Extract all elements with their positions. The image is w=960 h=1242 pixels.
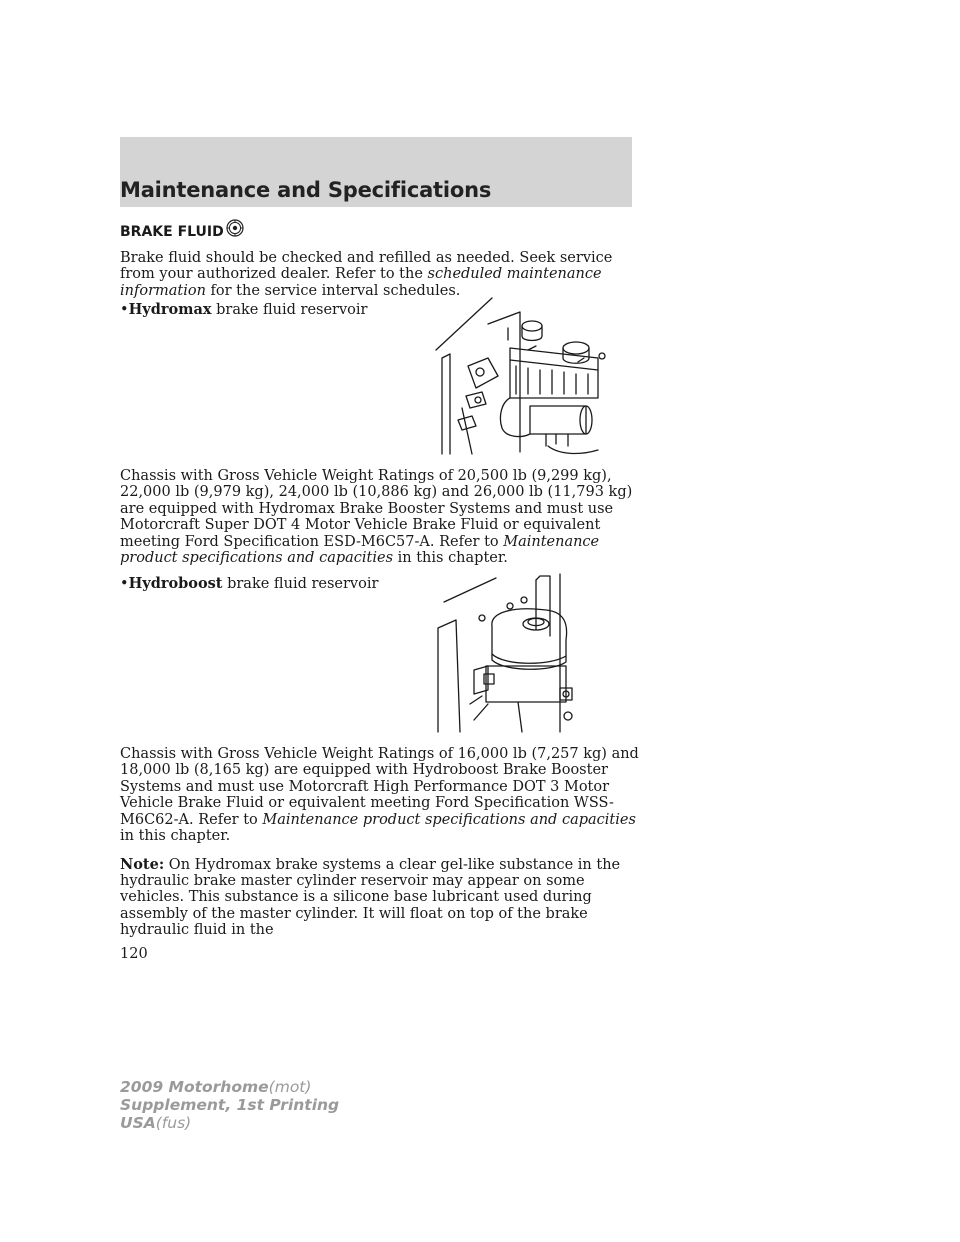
intro-text-end: for the service interval schedules.	[205, 282, 461, 299]
note-label: Note:	[120, 855, 165, 873]
footer-title: 2009 Motorhome	[120, 1078, 269, 1096]
page-title: Maintenance and Specifications	[120, 178, 492, 202]
intro-text: Brake fluid should be checked and refilled as needed. Seek service from your authorized dealer. Refer to the	[120, 249, 613, 283]
bullet-glyph: •	[120, 302, 129, 318]
note-paragraph	[120, 857, 640, 939]
page-number: 120	[120, 946, 148, 962]
hydroboost-text-end: in this chapter.	[120, 828, 231, 845]
footer-region: USA	[120, 1114, 156, 1132]
product-specs-link-2[interactable]: Maintenance product specifications and capacities	[262, 811, 636, 828]
hydromax-label: Hydromax	[128, 301, 212, 318]
hydromax-text-end: in this chapter.	[393, 550, 508, 567]
hydroboost-label: Hydroboost	[128, 575, 223, 592]
footer	[120, 1078, 339, 1132]
section-heading-text: BRAKE FLUID	[120, 224, 224, 240]
hydroboost-paragraph	[120, 746, 640, 846]
hydroboost-text: Chassis with Gross Vehicle Weight Ratings of 16,000 lb (7,257 kg) and 18,000 lb (8,165 kg) are equipped with Hydroboost Brake Booster Systems and must use Motorcraft High Performance DOT 3 Motor Vehicle Brake Fluid or equivalent meeting Ford Specification WSS-M6C62-A. Refer to	[120, 745, 639, 828]
hydromax-bullet-text: brake fluid reservoir	[211, 302, 368, 318]
footer-region-code: (fus)	[155, 1114, 192, 1132]
scheduled-maintenance-link[interactable]: scheduled maintenance information	[120, 266, 602, 299]
section-heading	[120, 224, 244, 240]
intro-paragraph	[120, 250, 640, 300]
hydromax-text: Chassis with Gross Vehicle Weight Ratings of 20,500 lb (9,299 kg), 22,000 lb (9,979 kg), 24,000 lb (10,886 kg) and 26,000 lb (11,793 kg) are equipped with Hydromax Brake Booster Systems and must use Motorcraft Super DOT 4 Motor Vehicle Brake Fluid or equivalent meeting Ford Specification ESD-M6C57-A. Refer to	[120, 467, 633, 550]
service-wrench-icon	[226, 219, 244, 237]
bullet-glyph: •	[120, 576, 129, 592]
hydroboost-bullet	[120, 575, 420, 593]
product-specs-link-1[interactable]: Maintenance product specifications and capacities	[120, 533, 600, 567]
hydromax-paragraph	[120, 468, 640, 568]
footer-line-3	[120, 1114, 339, 1132]
footer-line-2: Supplement, 1st Printing	[120, 1096, 340, 1114]
footer-line-1	[120, 1078, 339, 1096]
note-text: On Hydromax brake systems a clear gel-like substance in the hydraulic brake master cylinder reservoir may appear on some vehicles. This substance is a silicone base lubricant used during assembly of the master cylinder. It will float on top of the brake hydraulic fluid in the	[120, 856, 621, 939]
hydroboost-reservoir-illustration	[430, 570, 590, 734]
hydroboost-bullet-text: brake fluid reservoir	[222, 576, 379, 592]
hydromax-reservoir-illustration	[428, 296, 624, 456]
footer-code: (mot)	[268, 1078, 312, 1096]
hydromax-bullet	[120, 301, 420, 319]
